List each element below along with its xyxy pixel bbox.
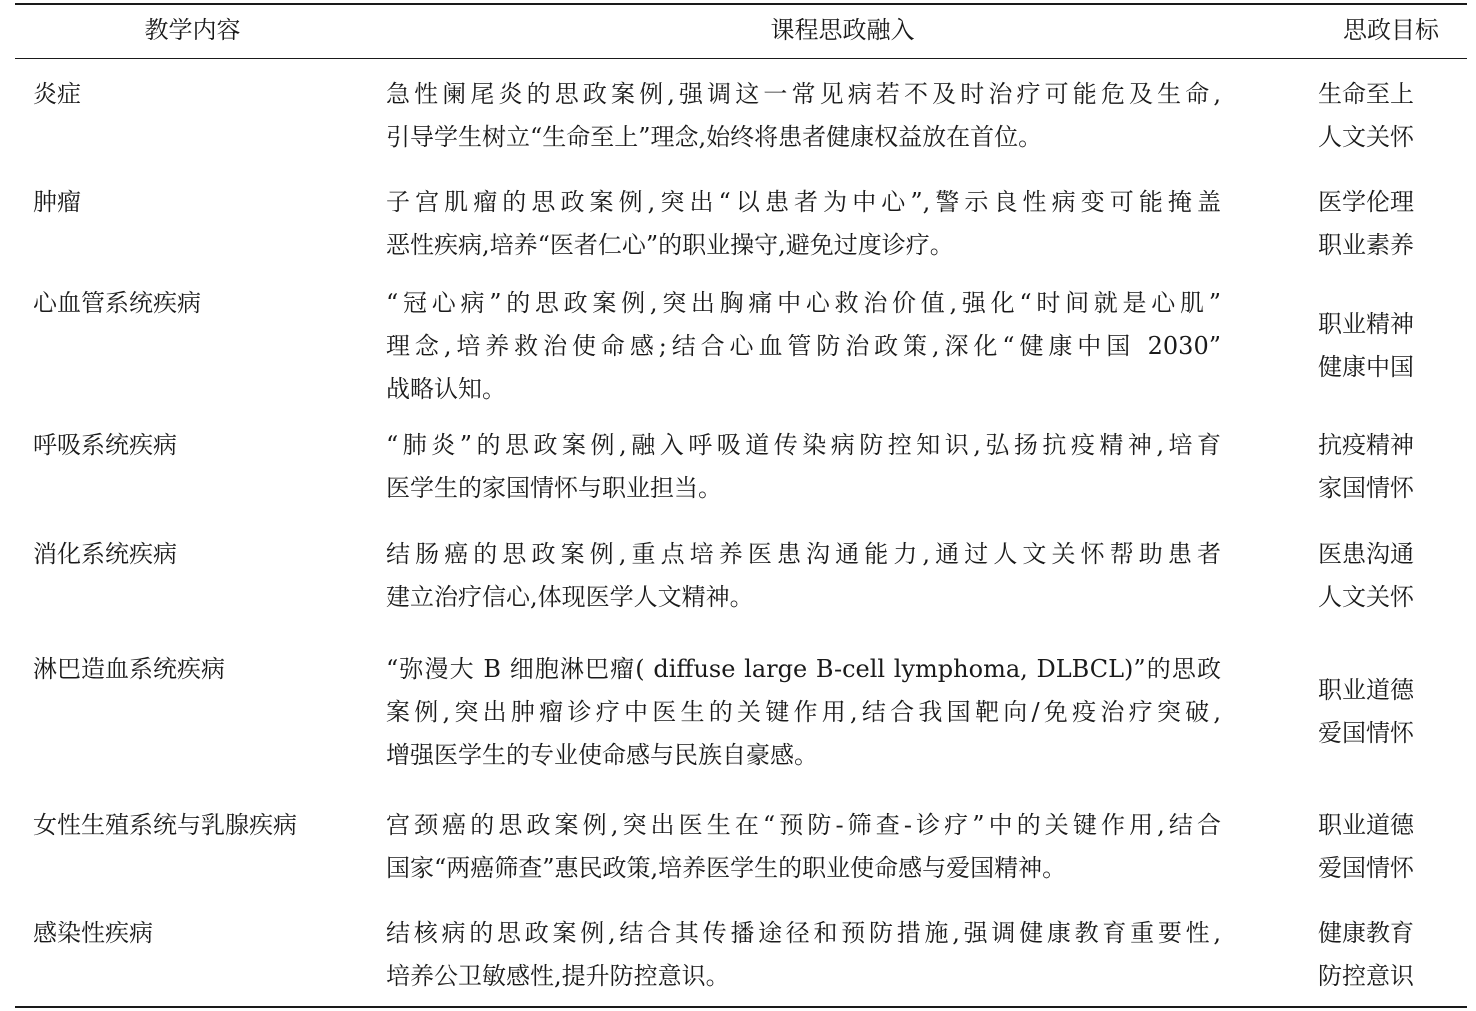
row-content — [386, 181, 1221, 267]
row-goals — [1318, 73, 1438, 159]
header-topic: 教学内容 — [144, 16, 241, 44]
row-goals — [1318, 669, 1438, 755]
row-topic: 淋巴造血系统疾病 — [33, 655, 225, 683]
row-goals — [1318, 912, 1438, 998]
goal-item: 医患沟通 — [1318, 540, 1414, 568]
table-header-rule — [15, 58, 1467, 59]
content-line: 宫颈癌的思政案例,突出医生在“预防-筛查-诊疗”中的关键作用,结合 — [386, 811, 1221, 839]
goal-item: 职业精神 — [1318, 310, 1414, 338]
content-line: 恶性疾病,培养“医者仁心”的职业操守,避免过度诊疗。 — [386, 231, 954, 259]
goal-item: 人文关怀 — [1318, 583, 1414, 611]
goal-item: 人文关怀 — [1318, 123, 1414, 151]
content-line: 案例,突出肿瘤诊疗中医生的关键作用,结合我国靶向/免疫治疗突破, — [386, 698, 1221, 726]
row-goals — [1318, 181, 1438, 267]
goal-item: 医学伦理 — [1318, 188, 1414, 216]
content-line: 理念,培养救治使命感;结合心血管防治政策,深化“健康中国 2030” — [386, 332, 1221, 360]
content-line: “冠心病”的思政案例,突出胸痛中心救治价值,强化“时间就是心肌” — [386, 289, 1221, 317]
content-line: 建立治疗信心,体现医学人文精神。 — [386, 583, 754, 611]
row-content — [386, 424, 1221, 510]
goal-item: 职业道德 — [1318, 811, 1414, 839]
row-content — [386, 533, 1221, 619]
row-topic: 肿瘤 — [33, 188, 81, 216]
row-topic: 炎症 — [33, 80, 81, 108]
goal-item: 爱国情怀 — [1318, 854, 1414, 882]
row-content — [386, 912, 1221, 998]
content-line: 结肠癌的思政案例,重点培养医患沟通能力,通过人文关怀帮助患者 — [386, 540, 1221, 568]
content-line: 医学生的家国情怀与职业担当。 — [386, 474, 722, 502]
content-line: 结核病的思政案例,结合其传播途径和预防措施,强调健康教育重要性, — [386, 919, 1221, 947]
row-content — [386, 73, 1221, 159]
goal-item: 职业道德 — [1318, 676, 1414, 704]
header-goal: 思政目标 — [1343, 16, 1439, 44]
content-line: “弥漫大 B 细胞淋巴瘤( diffuse large B-cell lymphoma, DLBCL)”的思政 — [386, 655, 1221, 683]
content-line: 培养公卫敏感性,提升防控意识。 — [386, 962, 730, 990]
goal-item: 防控意识 — [1318, 962, 1414, 990]
content-line: “肺炎”的思政案例,融入呼吸道传染病防控知识,弘扬抗疫精神,培育 — [386, 431, 1221, 459]
goal-item: 爱国情怀 — [1318, 719, 1414, 747]
content-line: 国家“两癌筛查”惠民政策,培养医学生的职业使命感与爱国精神。 — [386, 854, 1067, 882]
row-topic: 心血管系统疾病 — [33, 289, 201, 317]
content-line: 急性阑尾炎的思政案例,强调这一常见病若不及时治疗可能危及生命, — [386, 80, 1221, 108]
row-goals — [1318, 424, 1438, 510]
row-content — [386, 804, 1221, 890]
row-topic: 女性生殖系统与乳腺疾病 — [33, 811, 297, 839]
table-bottom-rule — [15, 1006, 1467, 1008]
goal-item: 家国情怀 — [1318, 474, 1414, 502]
row-content — [386, 282, 1221, 411]
curriculum-table — [15, 3, 1467, 1009]
content-line: 增强医学生的专业使命感与民族自豪感。 — [386, 741, 818, 769]
row-topic: 消化系统疾病 — [33, 540, 177, 568]
content-line: 战略认知。 — [386, 375, 506, 403]
header-content: 课程思政融入 — [770, 16, 915, 44]
content-line: 子宫肌瘤的思政案例,突出“以患者为中心”,警示良性病变可能掩盖 — [386, 188, 1221, 216]
goal-item: 职业素养 — [1318, 231, 1414, 259]
goal-item: 健康教育 — [1318, 919, 1414, 947]
content-line: 引导学生树立“生命至上”理念,始终将患者健康权益放在首位。 — [386, 123, 1043, 151]
row-goals — [1318, 533, 1438, 619]
row-goals — [1318, 303, 1438, 389]
goal-item: 抗疫精神 — [1318, 431, 1414, 459]
goal-item: 生命至上 — [1318, 80, 1414, 108]
row-topic: 呼吸系统疾病 — [33, 431, 177, 459]
row-goals — [1318, 804, 1438, 890]
row-content — [386, 648, 1221, 777]
goal-item: 健康中国 — [1318, 353, 1414, 381]
row-topic: 感染性疾病 — [33, 919, 153, 947]
